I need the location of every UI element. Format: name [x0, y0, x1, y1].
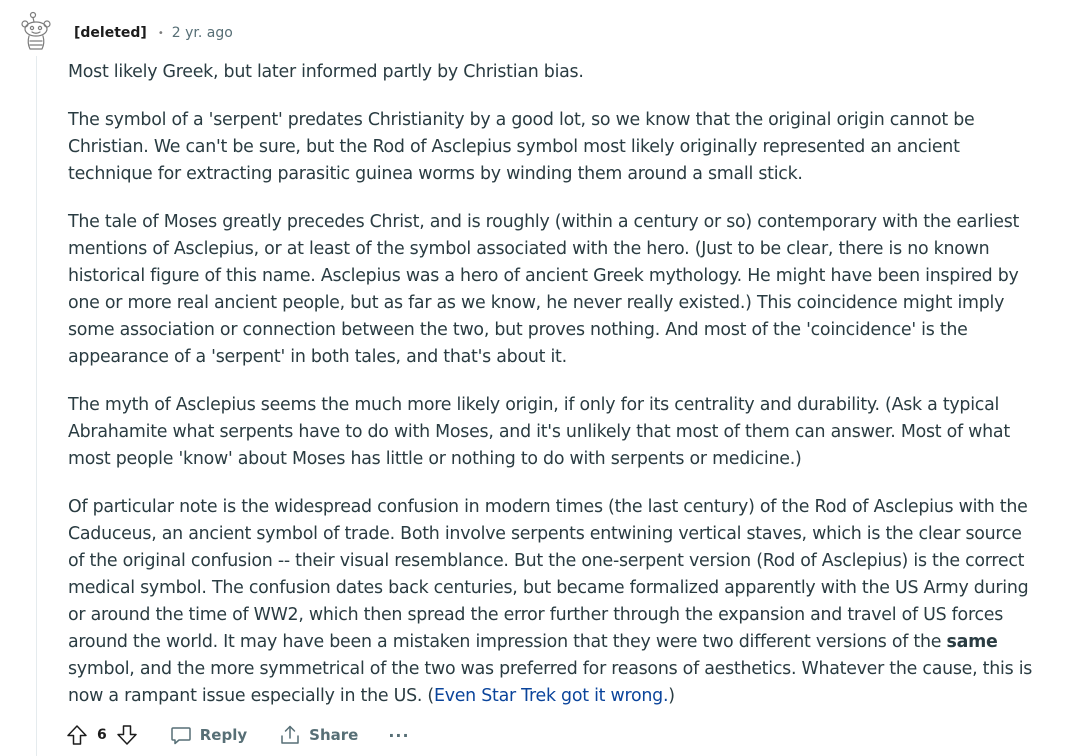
comment-header: [74, 22, 233, 44]
share-label: Share: [309, 726, 359, 744]
upvote-arrow-icon: [66, 724, 88, 746]
more-options-button[interactable]: ···: [388, 725, 410, 745]
vote-count: 6: [97, 727, 107, 743]
paragraph-text: symbol, and the more symmetrical of the two was preferred for reasons of aesthetics. Whatever the cause, this is now a rampant issue especially in the US. (: [68, 659, 1033, 706]
thread-line: [36, 56, 37, 756]
comment-bubble-icon: [170, 724, 192, 746]
downvote-button[interactable]: [116, 724, 138, 746]
comment-paragraph: The myth of Asclepius seems the much more likely origin, if only for its centrality and durability. (Ask a typical Abrahamite what serpents have to do with Moses, and it's unlikely that most of them can answer. Most of what most people 'know' about Moses has little or nothing to do with serpents or medicine.): [68, 395, 1010, 469]
comment-body: [68, 59, 1043, 710]
emphasis-text: same: [946, 632, 998, 652]
reply-label: Reply: [199, 726, 248, 744]
comment-paragraph: The symbol of a 'serpent' predates Christianity by a good lot, so we know that the original origin cannot be Christian. We can't be sure, but the Rod of Asclepius symbol most likely originally represented an ancient technique for extracting parasitic guinea worms by winding them around a small stick.: [68, 110, 975, 184]
author-name[interactable]: [deleted]: [74, 25, 147, 41]
reply-button[interactable]: [170, 724, 247, 746]
meta-separator: •: [157, 27, 164, 39]
comment-action-bar: [66, 720, 410, 750]
comment-paragraph: Most likely Greek, but later informed partly by Christian bias.: [68, 62, 584, 82]
star-trek-link[interactable]: Even Star Trek got it wrong.: [433, 686, 669, 706]
upvote-button[interactable]: [66, 724, 88, 746]
comment-paragraph: The tale of Moses greatly precedes Christ, and is roughly (within a century or so) contemporary with the earliest mentions of Asclepius, or at least of the symbol associated with the hero. (Just to be clear, there is no known historical figure of this name. Asclepius was a hero of ancient Greek mythology. He might have been inspired by one or more real ancient people, but as far as we know, he never really existed.) This coincidence might imply some association or connection between the two, but proves nothing. And most of the 'coincidence' is the appearance of a 'serpent' in both tales, and that's about it.: [68, 212, 1020, 367]
paragraph-text: Of particular note is the widespread confusion in modern times (the last century) of the Rod of Asclepius with the Caduceus, an ancient symbol of trade. Both involve serpents entwining vertical staves, which is the clear source of the original confusion -- their visual resemblance. But the one-serpent version (Rod of Asclepius) is the correct medical symbol. The confusion dates back centuries, but became formalized apparently with the US Army during or around the time of WW2, which then spread the error further through the expansion and travel of US forces around the world. It may have been a mistaken impression that they were two different versions of the: [68, 497, 1029, 652]
downvote-arrow-icon: [116, 724, 138, 746]
share-button[interactable]: [279, 724, 358, 746]
share-icon: [279, 724, 301, 746]
comment-paragraph: [68, 494, 1043, 710]
deleted-user-avatar-icon: [19, 11, 53, 51]
paragraph-text: ): [668, 686, 675, 706]
comment-age[interactable]: 2 yr. ago: [171, 25, 233, 41]
